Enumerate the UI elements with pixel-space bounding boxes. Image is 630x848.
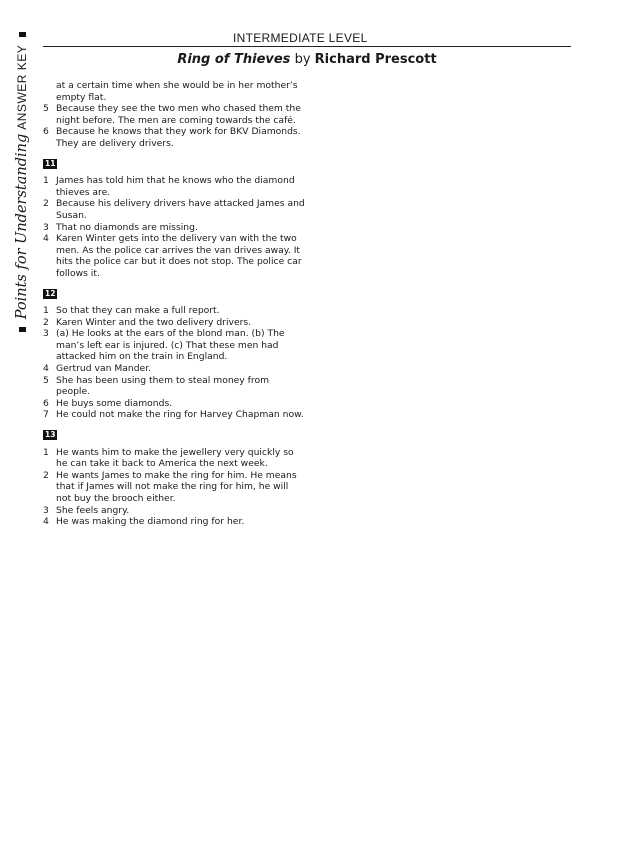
answer-section [43,158,305,280]
answer-item [43,470,305,505]
answer-number: 3 [43,328,49,340]
author-name: Richard Prescott [314,52,437,67]
answer-section [43,288,305,422]
sidebar-vertical-label [14,32,30,332]
answer-text: (a) He looks at the ears of the blond man. (b) The man’s left ear is injured. (c) That these men had attacked him on the train in England. [56,328,285,363]
answer-number: 1 [43,305,49,317]
answer-number: 7 [43,409,49,421]
answer-number: 1 [43,175,49,187]
answer-text: He buys some diamonds. [56,397,173,409]
by-word: by [294,52,311,67]
answer-number: 1 [43,446,49,458]
answer-number: 4 [43,516,49,528]
answer-item [43,447,305,470]
answer-item [43,222,305,234]
answer-item [43,103,305,126]
section-number-badge: 13 [45,430,56,440]
answer-content [43,80,305,528]
answer-text: James has told him that he knows who the diamond thieves are. [56,175,295,198]
section-header [43,288,305,300]
answer-text: Karen Winter and the two delivery drivers. [56,316,252,328]
answer-item [43,126,305,149]
square-bullet-icon [19,32,26,37]
answer-item [43,233,305,279]
answer-text: Because they see the two men who chased them the night before. The men are coming towards the café. [56,103,301,126]
answer-text: Because his delivery drivers have attacked James and Susan. [56,198,305,221]
answer-item [43,409,305,421]
answer-number: 5 [43,374,49,386]
page-title [0,52,614,67]
answer-text: He could not make the ring for Harvey Chapman now. [56,409,304,421]
answer-number: 4 [43,233,49,245]
section-header [43,158,305,170]
answer-item [43,175,305,198]
answer-item [43,80,305,103]
header-rule [43,46,571,47]
answer-text: Karen Winter gets into the delivery van with the two men. As the police car arrives the van drives away. It hits the police car but it does not stop. The police car follows it. [56,233,302,279]
section-number-badge: 12 [45,288,56,298]
answer-item [43,305,305,317]
answer-text: He wants him to make the jewellery very quickly so he can take it back to America the next week. [56,446,294,470]
square-bullet-icon [19,327,26,332]
sidebar-caps-text: ANSWER KEY [15,44,29,130]
answer-item [43,505,305,517]
answer-text: She feels angry. [56,504,130,516]
answer-text: She has been using them to steal money from people. [56,374,270,398]
answer-text: at a certain time when she would be in her mother’s empty flat. [56,80,298,103]
answer-item [43,363,305,375]
answer-text: Gertrud van Mander. [56,363,152,375]
answer-sections [43,158,305,528]
answer-number: 3 [43,504,49,516]
answer-text: So that they can make a full report. [56,305,220,317]
answer-number: 2 [43,198,49,210]
answer-number: 3 [43,221,49,233]
answer-item [43,317,305,329]
answer-section [43,429,305,528]
answer-number: 5 [43,103,49,115]
answer-number [43,80,56,103]
answer-item [43,398,305,410]
sidebar-italic-text: Points for Understanding [14,133,30,320]
continuation-list [43,80,305,150]
level-label: INTERMEDIATE LEVEL [233,31,368,45]
answer-text: Because he knows that they work for BKV Diamonds. They are delivery drivers. [56,126,301,149]
answer-number: 4 [43,363,49,375]
book-title: Ring of Thieves [177,52,291,67]
section-number-badge: 11 [45,158,56,168]
answer-text: That no diamonds are missing. [56,221,198,233]
answer-number: 6 [43,126,49,138]
answer-number: 2 [43,316,49,328]
answer-number: 2 [43,469,49,481]
answer-item [43,375,305,398]
answer-item [43,516,305,528]
answer-text: He wants James to make the ring for him. He means that if James will not make the ring for him, he will not buy the brooch either. [56,469,297,504]
answer-item [43,328,305,363]
section-header [43,429,305,441]
answer-item [43,198,305,221]
answer-text: He was making the diamond ring for her. [56,516,245,528]
answer-number: 6 [43,397,49,409]
